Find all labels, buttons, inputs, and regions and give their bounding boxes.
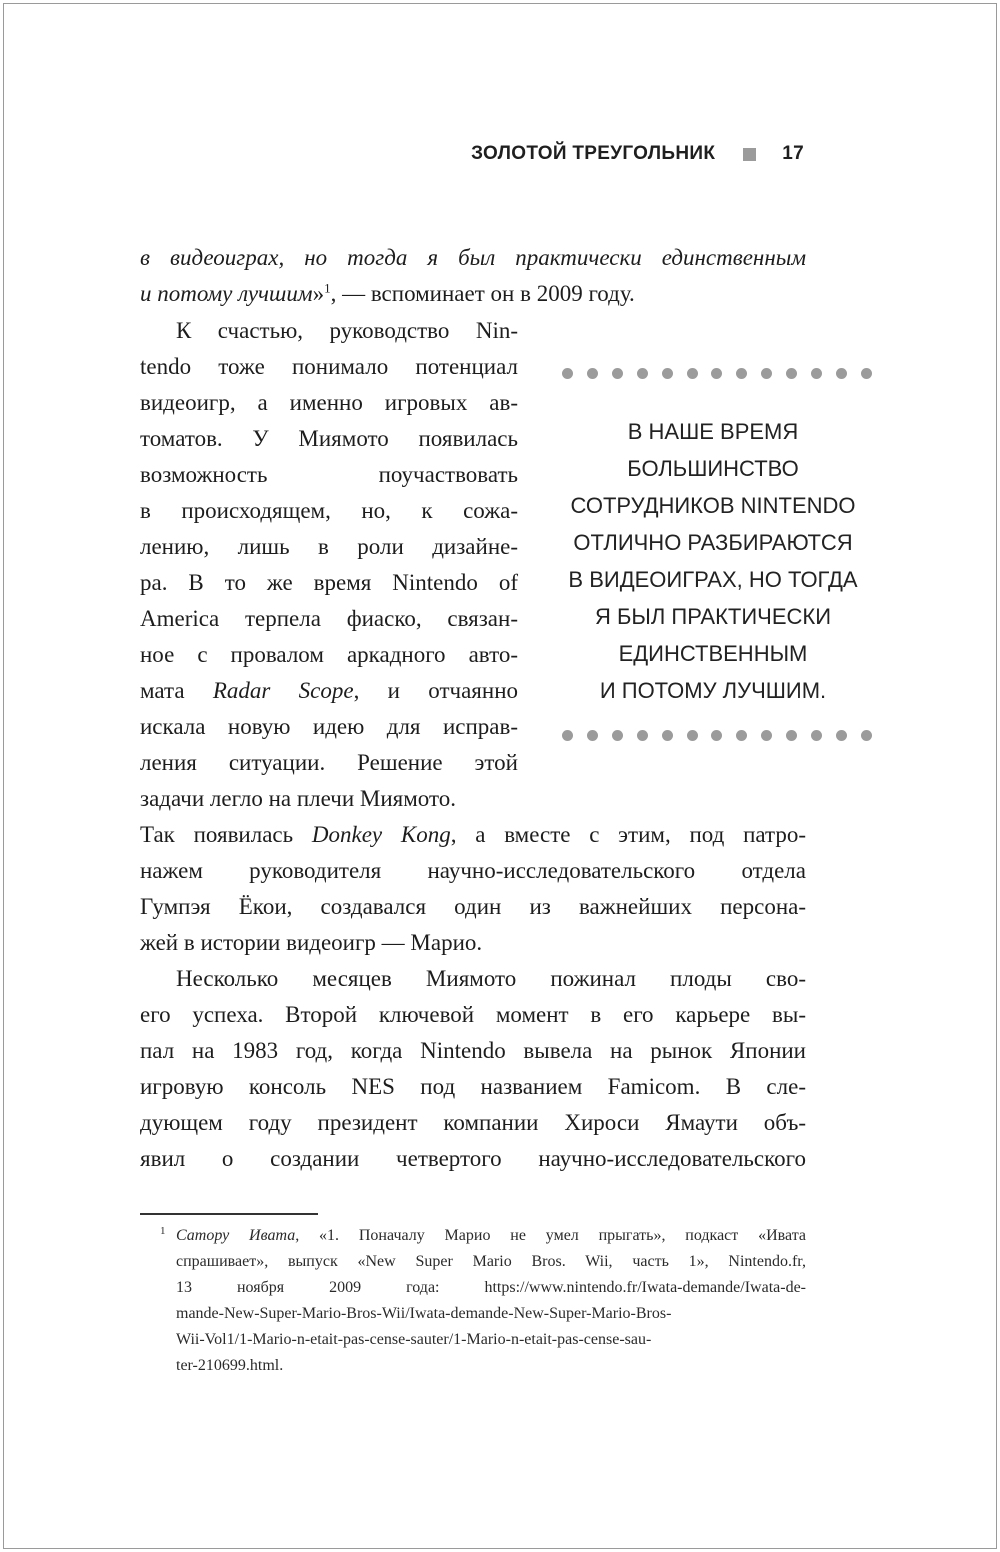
intro-quote-text: в видеоиграх, но тогда я был практически единственным	[140, 245, 806, 270]
chapter-title: ЗОЛОТОЙ ТРЕУГОЛЬНИК	[471, 143, 716, 164]
left-line-5: возможность поучаствовать	[140, 462, 518, 487]
body-line-2: нажем руководителя научно-исследовательского отдела	[140, 858, 806, 883]
intro-line-2	[140, 280, 806, 308]
dots-divider-top	[562, 368, 872, 380]
body-line-8: игровую консоль NES под названием Famicom. В сле-	[140, 1074, 806, 1099]
footnote-line-4: mande-New-Super-Mario-Bros-Wii/Iwata-demande-New-Super-Mario-Bros-	[176, 1305, 672, 1322]
body-line-4: жей в истории видеоигр — Марио.	[140, 930, 483, 955]
left-line-11-a: мата	[140, 678, 213, 703]
intro-quote-end: и потому лучшим	[140, 281, 313, 306]
left-line-8: ра. В то же время Nintendo of	[140, 570, 518, 595]
pull-quote-line: ЕДИНСТВЕННЫМ	[618, 641, 808, 666]
body-line-3: Гумпэя Ёкои, создавался один из важнейших персона-	[140, 894, 806, 919]
body-line-1	[140, 821, 806, 849]
pull-quote-line: В НАШЕ ВРЕМЯ	[627, 419, 799, 444]
footnote-author: Сатору Ивата	[176, 1227, 296, 1244]
intro-close-quote: »	[312, 281, 325, 306]
left-line-2: tendo тоже понимало потенциал	[140, 354, 518, 379]
body-line-9: дующем году президент компании Хироси Ямаути объ-	[140, 1110, 806, 1135]
pull-quote-line: БОЛЬШИНСТВО	[627, 456, 799, 481]
left-line-3: видеоигр, а именно игровых ав-	[140, 390, 518, 415]
left-line-11-b: , и отчаянно	[353, 678, 519, 703]
left-line-11	[140, 677, 518, 705]
body-line-7: пал на 1983 год, когда Nintendo вывела на рынок Японии	[140, 1038, 806, 1063]
left-line-13: ления ситуации. Решение этой	[140, 750, 518, 775]
pull-quote-line: В ВИДЕОИГРАХ, НО ТОГДА	[568, 567, 858, 592]
footnote-line-5: Wii-Vol1/1-Mario-n-etait-pas-cense-sauter/1-Mario-n-etait-pas-cense-sau-	[176, 1331, 652, 1348]
game-title-donkey-kong: Donkey Kong	[311, 822, 451, 847]
running-header	[471, 143, 804, 165]
pull-quote	[548, 358, 878, 752]
left-line-9: America терпела фиаско, связан-	[140, 606, 518, 631]
footnote-number: 1	[160, 1225, 166, 1237]
left-line-4: томатов. У Миямото появилась	[140, 426, 518, 451]
intro-attribution: , — вспоминает он в 2009 году.	[330, 281, 635, 306]
body-line-10: явил о создании четвертого научно-исследовательского	[140, 1146, 806, 1171]
pull-quote-line: И ПОТОМУ ЛУЧШИМ.	[599, 678, 827, 703]
left-line-1: К счастью, руководство Nin-	[176, 318, 518, 343]
body-line-1-b: , а вместе с этим, под патро-	[450, 822, 806, 847]
body-line-5: Несколько месяцев Миямото пожинал плоды сво-	[176, 966, 806, 991]
left-line-12: искала новую идею для исправ-	[140, 714, 518, 739]
footnote-rule	[140, 1213, 318, 1215]
dots-divider-bottom	[562, 730, 872, 742]
body-line-6: его успеха. Второй ключевой момент в его карьере вы-	[140, 1002, 806, 1027]
footnote-ref: 1	[324, 280, 331, 296]
footnote-line-1-rest: , «1. Поначалу Марио не умел прыгать», подкаст «Ивата	[295, 1227, 806, 1244]
pull-quote-line: СОТРУДНИКОВ NINTENDO	[570, 493, 856, 518]
pull-quote-text	[548, 413, 878, 709]
page-number: 17	[782, 143, 804, 164]
left-line-7: лению, лишь в роли дизайне-	[140, 534, 518, 559]
footnote-line-2: спрашивает», выпуск «New Super Mario Bros. Wii, часть 1», Nintendo.fr,	[176, 1253, 806, 1270]
header-square-icon	[743, 148, 756, 161]
left-line-6: в происходящем, но, к сожа-	[140, 498, 518, 523]
footnote-line-1	[176, 1226, 806, 1246]
left-line-10: ное с провалом аркадного авто-	[140, 642, 518, 667]
footnote-line-3: 13 ноября 2009 года: https://www.nintendo.fr/Iwata-demande/Iwata-de-	[176, 1279, 806, 1296]
body-line-1-a: Так появилась	[140, 822, 312, 847]
pull-quote-line: ОТЛИЧНО РАЗБИРАЮТСЯ	[573, 530, 853, 555]
left-line-14: задачи легло на плечи Миямото.	[140, 786, 456, 811]
game-title-radar-scope: Radar Scope	[212, 678, 354, 703]
pull-quote-line: Я БЫЛ ПРАКТИЧЕСКИ	[594, 604, 832, 629]
footnote-line-6: ter-210699.html.	[176, 1357, 284, 1374]
intro-line-1	[140, 244, 806, 272]
